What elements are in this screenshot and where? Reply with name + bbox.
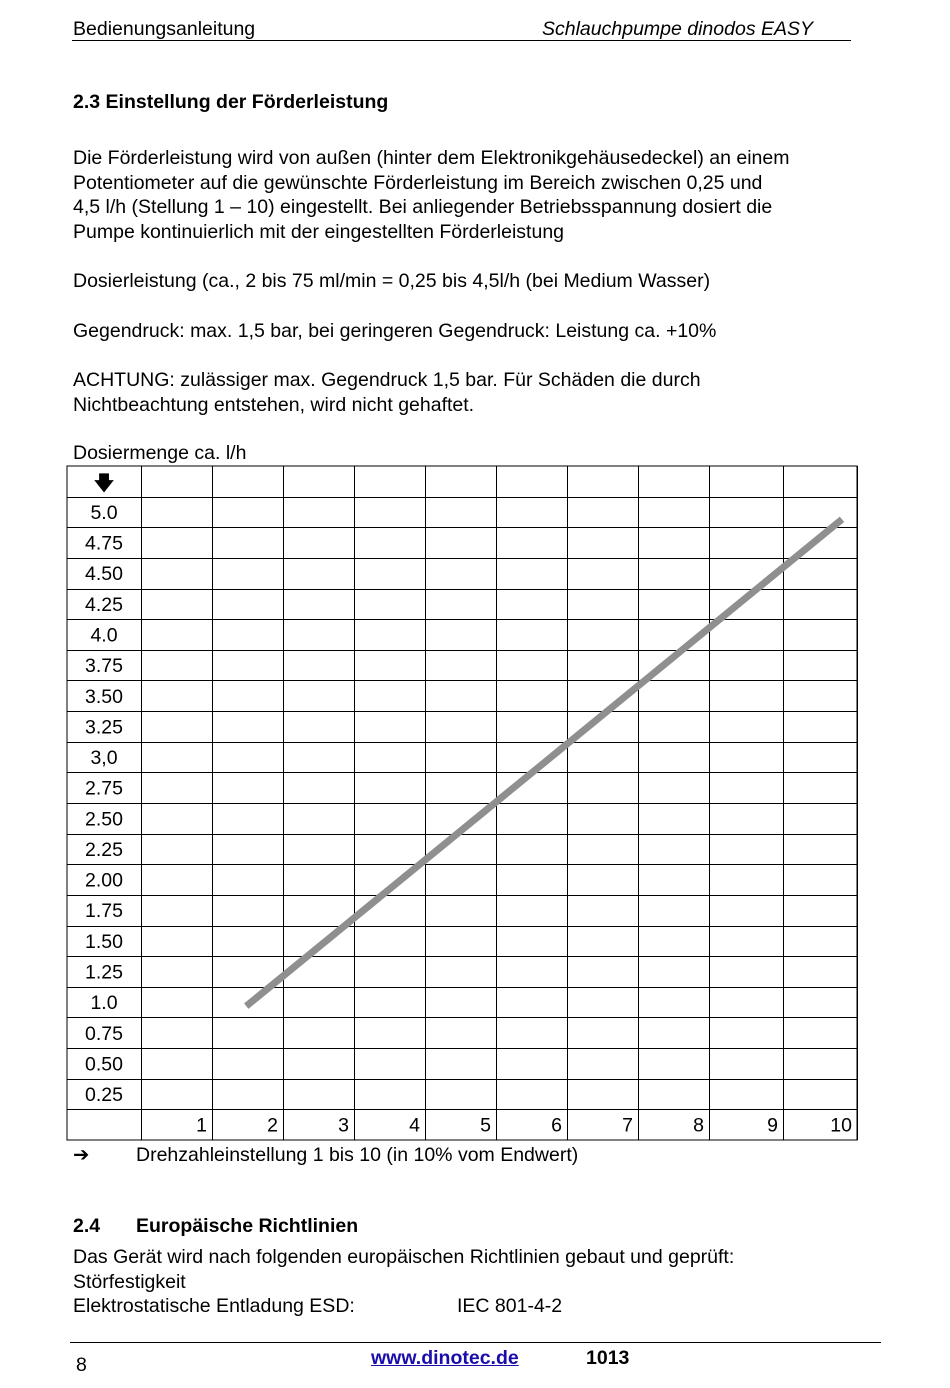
- paragraph-line: Pumpe kontinuierlich mit der eingestellten Förderleistung: [73, 220, 565, 243]
- paragraph-line: Nichtbeachtung entstehen, wird nicht gehaftet.: [73, 393, 475, 416]
- website-link[interactable]: www.dinotec.de: [371, 1347, 519, 1369]
- x-axis-label: Drehzahleinstellung 1 bis 10 (in 10% vom Endwert): [136, 1144, 579, 1166]
- y-tick-label: 3.75: [85, 655, 123, 678]
- x-axis-ticks: [196, 1115, 852, 1137]
- x-tick-label: 8: [693, 1114, 704, 1137]
- x-tick-label: 4: [409, 1114, 420, 1137]
- y-tick-label: 3.25: [85, 716, 123, 739]
- paragraph-line: ACHTUNG: zulässiger max. Gegendruck 1,5 bar. Für Schäden die durch: [73, 369, 701, 391]
- x-tick-label: 6: [551, 1114, 562, 1137]
- section-2-3-title: 2.3 Einstellung der Förderleistung: [73, 91, 389, 113]
- x-tick-label: 9: [767, 1114, 778, 1137]
- y-tick-label: 2.75: [85, 777, 123, 800]
- y-tick-label: 3.50: [85, 685, 123, 708]
- right-arrow-icon: ➔: [73, 1144, 90, 1166]
- down-arrow-icon: 🡇: [93, 472, 115, 495]
- x-tick-label: 7: [622, 1114, 633, 1137]
- paragraph-line: Die Förderleistung wird von außen (hinter dem Elektronikgehäusedeckel) an einem: [73, 147, 790, 169]
- page-number: 8: [76, 1354, 87, 1376]
- x-tick-label: 2: [267, 1114, 278, 1137]
- section-2-4-title: Europäische Richtlinien: [136, 1215, 359, 1237]
- section-2-4-line-3-value: IEC 801-4-2: [457, 1295, 563, 1317]
- y-tick-label: 4.50: [85, 563, 123, 586]
- x-tick-label: 3: [338, 1114, 349, 1137]
- footer-divider: [70, 1342, 881, 1343]
- paragraph-line: 4,5 l/h (Stellung 1 – 10) eingestellt. Bei anliegender Betriebsspannung dosiert die: [73, 196, 773, 218]
- y-tick-label: 0.25: [85, 1084, 123, 1107]
- y-tick-label: 3,0: [90, 747, 118, 770]
- y-tick-label: 5.0: [90, 501, 118, 524]
- y-tick-label: 0.75: [85, 1022, 123, 1045]
- header-left: Bedienungsanleitung: [73, 18, 256, 40]
- paragraph-line: Potentiometer auf die gewünschte Förderleistung im Bereich zwischen 0,25 und: [73, 171, 763, 194]
- y-tick-label: 0.50: [85, 1053, 123, 1076]
- document-code: 1013: [586, 1347, 630, 1369]
- header-right: Schlauchpumpe dinodos EASY: [542, 18, 814, 40]
- x-tick-label: 1: [196, 1114, 207, 1137]
- chart-title: Dosiermenge ca. l/h: [73, 442, 247, 464]
- y-tick-label: 4.75: [85, 532, 123, 555]
- section-2-4-line-2: Störfestigkeit: [73, 1271, 186, 1293]
- section-2-3-paragraph-2: Dosierleistung (ca., 2 bis 75 ml/min = 0,25 bis 4,5l/h (bei Medium Wasser): [73, 270, 711, 292]
- section-2-4-line-3-label: Elektrostatische Entladung ESD:: [73, 1295, 355, 1317]
- y-tick-label: 1.25: [85, 961, 123, 984]
- y-tick-label: 2.50: [85, 808, 123, 831]
- x-tick-label: 10: [830, 1114, 852, 1137]
- chart-grid: [67, 466, 858, 1140]
- y-tick-label: 2.00: [85, 869, 123, 892]
- y-tick-label: 2.25: [85, 838, 123, 861]
- y-tick-label: 1.50: [85, 930, 123, 953]
- series-line: [246, 519, 842, 1006]
- section-2-4-line-1: Das Gerät wird nach folgenden europäischen Richtlinien gebaut und geprüft:: [73, 1246, 735, 1268]
- y-tick-label: 4.0: [90, 624, 118, 647]
- section-2-4-number: 2.4: [73, 1215, 101, 1237]
- section-2-3-paragraph-3: Gegendruck: max. 1,5 bar, bei geringeren Gegendruck: Leistung ca. +10%: [73, 320, 717, 342]
- x-tick-label: 5: [480, 1114, 491, 1137]
- y-tick-label: 1.75: [85, 900, 123, 923]
- y-tick-label: 4.25: [85, 593, 123, 616]
- y-tick-label: 1.0: [90, 992, 118, 1015]
